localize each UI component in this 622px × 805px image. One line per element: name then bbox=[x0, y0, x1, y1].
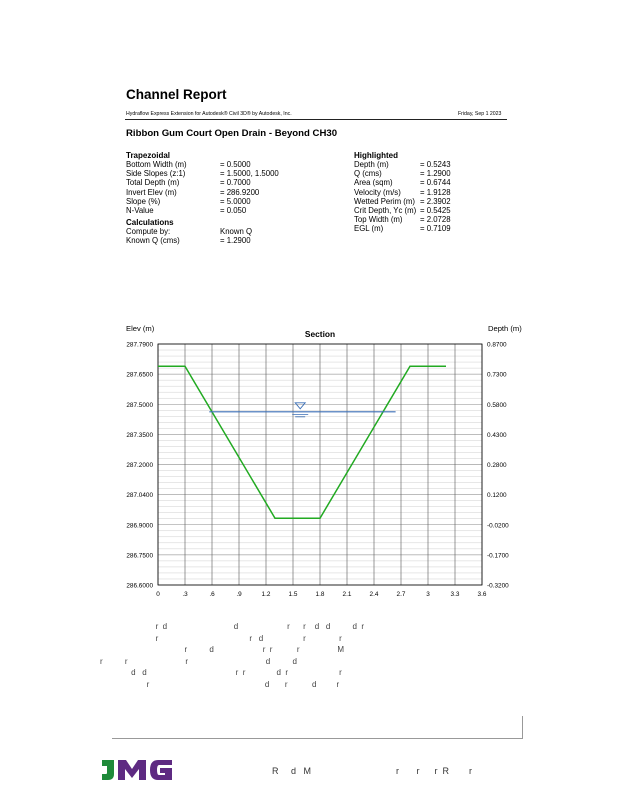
left-column bbox=[126, 151, 279, 246]
result-value: = 0.7109 bbox=[420, 224, 451, 234]
result-row bbox=[354, 206, 451, 215]
result-value: = 0.6744 bbox=[420, 178, 451, 188]
faded-line: r d r d r bbox=[100, 679, 340, 689]
y-tick-label-left: 286.7500 bbox=[126, 552, 153, 560]
y-tick-label-left: 287.3500 bbox=[126, 431, 153, 439]
result-row bbox=[354, 178, 451, 187]
param-row bbox=[126, 188, 279, 197]
result-value: = 0.5425 bbox=[420, 206, 451, 216]
y-tick-label-right: 0.1200 bbox=[487, 492, 507, 500]
param-row bbox=[126, 197, 279, 206]
result-label: Velocity (m/s) bbox=[354, 187, 401, 197]
param-row bbox=[126, 227, 279, 236]
y-tick-label-right: 0.4300 bbox=[487, 431, 507, 439]
result-value: = 2.0728 bbox=[420, 215, 451, 225]
section-chart bbox=[108, 318, 538, 603]
result-label: Wetted Perim (m) bbox=[354, 196, 415, 206]
jmg-logo-icon bbox=[100, 758, 180, 782]
param-label: Invert Elev (m) bbox=[126, 187, 177, 197]
result-row bbox=[354, 197, 451, 206]
x-tick-label: 1.8 bbox=[315, 591, 325, 598]
result-label: EGL (m) bbox=[354, 224, 384, 234]
param-value: = 286.9200 bbox=[220, 187, 260, 197]
extension-line: Hydraflow Express Extension for Autodesk® Civil 3D® by Autodesk, Inc. bbox=[126, 111, 292, 117]
report-title: Channel Report bbox=[126, 87, 227, 102]
param-row bbox=[126, 206, 279, 215]
y-tick-label-right: 0.2800 bbox=[487, 462, 507, 469]
x-tick-label: 1.2 bbox=[261, 591, 271, 598]
param-value: Known Q bbox=[220, 227, 253, 237]
x-tick-label: 3.3 bbox=[450, 591, 460, 598]
y-tick-label-left: 286.9000 bbox=[126, 522, 153, 530]
result-label: Q (cms) bbox=[354, 169, 382, 179]
y-tick-label-right: -0.0200 bbox=[487, 522, 509, 530]
result-value: = 1.2900 bbox=[420, 169, 451, 179]
result-label: Depth (m) bbox=[354, 160, 389, 169]
param-row bbox=[126, 160, 279, 169]
param-label: Total Depth (m) bbox=[126, 178, 180, 188]
report-date: Friday, Sep 1 2023 bbox=[458, 111, 502, 117]
header-rule bbox=[125, 119, 507, 120]
right-column bbox=[354, 151, 451, 234]
param-label: Known Q (cms) bbox=[126, 236, 180, 246]
company-logo bbox=[100, 758, 180, 787]
depth-axis-label: Depth (m) bbox=[488, 324, 522, 333]
param-value: = 0.7000 bbox=[220, 178, 251, 188]
x-tick-label: .3 bbox=[182, 591, 188, 598]
chart-title: Section bbox=[304, 329, 336, 339]
faded-line: r r d r r bbox=[100, 633, 342, 643]
y-tick-label-right: 0.7300 bbox=[487, 371, 507, 379]
y-tick-label-right: 0.8700 bbox=[487, 341, 507, 349]
result-value: = 0.5243 bbox=[420, 160, 451, 169]
param-value: = 0.5000 bbox=[220, 160, 251, 169]
x-tick-label: 2.7 bbox=[396, 591, 406, 598]
result-row bbox=[354, 188, 451, 197]
drain-title: Ribbon Gum Court Open Drain - Beyond CH30 bbox=[126, 128, 338, 139]
x-tick-label: 2.1 bbox=[342, 591, 352, 598]
water-level-symbol-icon bbox=[295, 403, 305, 409]
result-label: Top Width (m) bbox=[354, 215, 403, 225]
faded-paragraph bbox=[100, 622, 622, 694]
param-value: = 5.0000 bbox=[220, 196, 251, 206]
result-row bbox=[354, 215, 451, 224]
x-tick-label: 3.6 bbox=[477, 591, 487, 598]
param-label: Bottom Width (m) bbox=[126, 160, 187, 169]
channel-section-line bbox=[158, 366, 446, 518]
result-row bbox=[354, 224, 451, 233]
x-tick-label: .6 bbox=[209, 591, 215, 598]
trapezoidal-rows bbox=[126, 160, 279, 215]
result-label: Crit Depth, Yc (m) bbox=[354, 206, 417, 216]
param-label: Side Slopes (z:1) bbox=[126, 169, 186, 179]
y-tick-label-left: 287.6500 bbox=[126, 371, 153, 379]
elev-axis-label: Elev (m) bbox=[126, 324, 155, 333]
result-label: Area (sqm) bbox=[354, 178, 393, 188]
faded-line: d d r r d r r bbox=[100, 668, 342, 677]
y-tick-label-left: 286.6000 bbox=[126, 582, 153, 590]
footer-faded-text: R d M r r r R r bbox=[272, 766, 473, 776]
y-tick-label-right: -0.3200 bbox=[487, 582, 509, 590]
param-label: Slope (%) bbox=[126, 196, 161, 206]
highlighted-heading: Highlighted bbox=[354, 151, 398, 160]
result-row bbox=[354, 160, 451, 169]
y-tick-label-left: 287.7900 bbox=[126, 341, 153, 349]
param-value: = 1.2900 bbox=[220, 236, 251, 246]
y-tick-label-left: 287.0400 bbox=[126, 492, 153, 500]
param-row bbox=[126, 236, 279, 245]
y-tick-label-left: 287.5000 bbox=[126, 401, 153, 409]
faded-line: r r r d d bbox=[100, 656, 297, 666]
param-label: Compute by: bbox=[126, 227, 171, 237]
param-row bbox=[126, 178, 279, 187]
param-value: = 0.050 bbox=[220, 206, 247, 216]
x-tick-label: .9 bbox=[236, 591, 242, 598]
x-tick-label: 1.5 bbox=[288, 591, 298, 598]
result-row bbox=[354, 169, 451, 178]
result-value: = 2.3902 bbox=[420, 196, 451, 206]
y-tick-label-right: 0.5800 bbox=[487, 401, 507, 409]
faded-line: r d r r r M bbox=[100, 645, 345, 654]
x-tick-label: 2.4 bbox=[369, 591, 379, 598]
x-tick-label: 0 bbox=[156, 591, 160, 598]
faded-line: r d d r r d d d r bbox=[100, 622, 365, 631]
section-chart-svg bbox=[108, 318, 538, 598]
y-tick-label-left: 287.2000 bbox=[126, 462, 153, 469]
x-tick-label: 3 bbox=[426, 591, 430, 598]
y-tick-label-right: -0.1700 bbox=[487, 552, 509, 560]
param-row bbox=[126, 169, 279, 178]
footer-box bbox=[112, 716, 523, 739]
result-value: = 1.9128 bbox=[420, 187, 451, 197]
calculations-heading: Calculations bbox=[126, 218, 174, 228]
param-value: = 1.5000, 1.5000 bbox=[220, 169, 279, 179]
trapezoidal-heading: Trapezoidal bbox=[126, 151, 171, 160]
param-label: N-Value bbox=[126, 206, 154, 216]
